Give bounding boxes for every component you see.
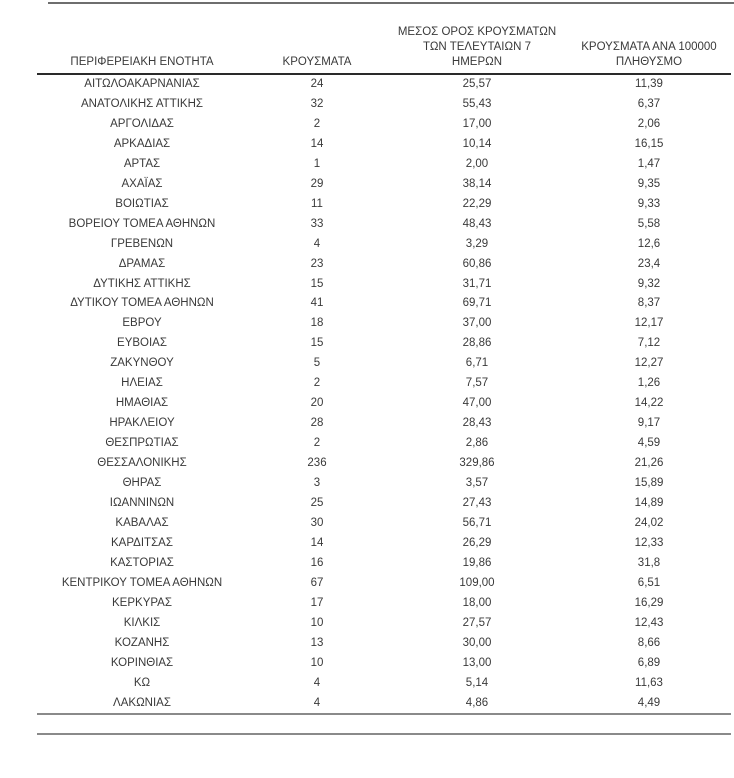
cell-region: ΑΡΚΑΔΙΑΣ [113,137,171,150]
top-rule [48,2,734,4]
cell-region: ΑΙΤΩΛΟΑΚΑΡΝΑΝΙΑΣ [84,78,200,90]
cell-region: ΘΕΣΠΡΩΤΙΑΣ [105,437,179,450]
cell-cases: 10 [310,616,324,629]
cell-region: ΚΑΣΤΟΡΙΑΣ [110,556,174,569]
cell-avg7: 2,00 [465,157,489,170]
cell-region: ΓΡΕΒΕΝΩΝ [110,237,174,250]
cell-cases: 18 [310,317,324,330]
cell-per100k: 24,02 [634,516,664,529]
table-row [37,354,731,374]
cell-avg7: 5,14 [465,676,489,689]
cell-region: ΚΟΖΑΝΗΣ [114,636,170,649]
table-row [37,434,731,454]
cell-per100k: 7,12 [637,337,661,350]
cell-avg7: 25,57 [462,78,492,90]
cell-region: ΔΥΤΙΚΗΣ ΑΤΤΙΚΗΣ [93,277,191,290]
table-row [37,594,731,614]
cell-per100k: 14,89 [634,497,664,510]
cell-avg7: 22,29 [462,197,492,210]
cell-region: ΑΧΑΪΑΣ [121,177,163,190]
header-avg7-line1: ΜΕΣΟΣ ΟΡΟΣ ΚΡΟΥΣΜΑΤΩΝ [397,26,557,38]
table-row [37,554,731,574]
cell-cases: 29 [310,177,324,190]
table-header [37,10,731,74]
cell-region: ΗΜΑΘΙΑΣ [115,397,169,410]
cell-per100k: 9,32 [637,277,661,290]
table-row [37,454,731,474]
table-row [37,574,731,594]
table-row [37,95,731,115]
cell-per100k: 12,43 [634,616,664,629]
cell-cases: 14 [310,137,324,150]
table-row [37,674,731,694]
cell-cases: 13 [310,636,324,649]
table-row [37,155,731,175]
cell-per100k: 11,63 [635,676,663,689]
table-row [37,275,731,295]
cell-avg7: 55,43 [462,97,492,110]
cell-region: ΚΕΝΤΡΙΚΟΥ ΤΟΜΕΑ ΑΘΗΝΩΝ [61,576,223,589]
table-row [37,215,731,235]
cell-region: ΗΛΕΙΑΣ [121,377,163,390]
cell-region: ΑΡΓΟΛΙΔΑΣ [110,117,174,130]
cell-per100k: 6,37 [637,97,661,110]
cell-cases: 15 [310,337,324,350]
cell-per100k: 15,89 [634,477,664,490]
cell-region: ΚΟΡΙΝΘΙΑΣ [110,656,174,669]
cell-cases: 4 [313,696,321,709]
cell-cases: 5 [313,357,321,370]
cell-avg7: 2,86 [465,437,489,450]
cell-region: ΚΑΒΑΛΑΣ [115,516,169,529]
cell-per100k: 5,58 [637,217,661,230]
cell-cases: 32 [310,97,324,110]
cell-region: ΚΕΡΚΥΡΑΣ [112,596,172,609]
table-row [37,374,731,394]
table-row [37,534,731,554]
table-row [37,634,731,654]
cell-per100k: 2,06 [637,117,661,130]
cell-avg7: 27,43 [462,497,492,510]
footer-rule [37,733,731,735]
cell-cases: 33 [310,217,324,230]
table-row [37,414,731,434]
cell-avg7: 28,86 [462,337,492,350]
header-per100k-line2: ΠΛΗΘΥΣΜΟ [615,56,683,68]
cell-region: ΑΡΤΑΣ [123,157,161,170]
table-row [37,314,731,334]
cell-per100k: 6,89 [637,656,661,669]
cell-per100k: 9,33 [637,197,661,210]
cell-region: ΒΟΡΕΙΟΥ ΤΟΜΕΑ ΑΘΗΝΩΝ [68,217,216,230]
cell-cases: 67 [310,576,324,589]
cell-cases: 2 [313,377,321,390]
cell-region: ΒΟΙΩΤΙΑΣ [115,197,169,210]
table-row [37,294,731,314]
cell-per100k: 12,33 [634,536,664,549]
cell-avg7: 329,86 [459,457,495,470]
table-bottom-rule [37,713,731,715]
cell-avg7: 38,14 [462,177,492,190]
cell-avg7: 56,71 [462,516,492,529]
header-cases-label: ΚΡΟΥΣΜΑΤΑ [282,56,352,68]
cell-region: ΕΒΡΟΥ [122,317,162,330]
table-row [37,74,731,95]
table-row [37,514,731,534]
cell-avg7: 30,00 [462,636,492,649]
header-avg7-line3: ΗΜΕΡΩΝ [451,56,503,68]
cell-avg7: 31,71 [462,277,492,290]
cell-avg7: 28,43 [462,417,492,430]
cell-cases: 23 [310,257,324,270]
cell-avg7: 60,86 [462,257,492,270]
cell-cases: 4 [313,676,321,689]
cell-cases: 16 [310,556,324,569]
cell-avg7: 37,00 [462,317,492,330]
cell-cases: 24 [310,78,324,90]
table-row [37,654,731,674]
header-region [37,10,247,74]
header-cases [247,10,387,74]
cell-region: ΗΡΑΚΛΕΙΟΥ [109,417,175,430]
cell-region: ΖΑΚΥΝΘΟΥ [110,357,174,370]
cell-region: ΙΩΑΝΝΙΝΩΝ [109,497,175,510]
table-row [37,175,731,195]
cell-region: ΚΑΡΔΙΤΣΑΣ [111,536,173,549]
header-region-label: ΠΕΡΙΦΕΡΕΙΑΚΗ ΕΝΟΤΗΤΑ [70,56,214,68]
cell-per100k: 12,17 [634,317,664,330]
header-row [37,10,731,74]
table-row [37,255,731,275]
cell-avg7: 48,43 [462,217,492,230]
cell-avg7: 69,71 [462,297,492,310]
table-row [37,334,731,354]
cell-per100k: 1,26 [637,377,661,390]
cell-per100k: 16,29 [634,596,664,609]
cell-avg7: 26,29 [462,536,492,549]
cell-cases: 3 [313,477,321,490]
table-row [37,135,731,155]
cell-avg7: 109,00 [459,576,495,589]
cell-region: ΚΙΛΚΙΣ [123,616,161,629]
cell-avg7: 19,86 [462,556,492,569]
cell-per100k: 12,6 [637,237,661,250]
cell-per100k: 16,15 [634,137,664,150]
cell-avg7: 27,57 [462,616,492,629]
cell-per100k: 1,47 [637,157,661,170]
table-row [37,115,731,135]
table-body [37,74,731,714]
cell-cases: 17 [310,596,324,609]
cell-region: ΔΥΤΙΚΟΥ ΤΟΜΕΑ ΑΘΗΝΩΝ [70,297,214,310]
cell-avg7: 13,00 [462,656,492,669]
cell-cases: 15 [310,277,324,290]
cell-per100k: 11,39 [635,78,663,90]
table-row [37,235,731,255]
cell-cases: 4 [313,237,321,250]
cell-cases: 14 [310,536,324,549]
header-per100k [567,10,731,74]
cell-avg7: 3,57 [465,477,489,490]
cell-per100k: 8,66 [637,636,661,649]
cell-cases: 41 [310,297,324,310]
header-avg7 [387,10,567,74]
cell-cases: 25 [310,497,324,510]
header-per100k-line1: ΚΡΟΥΣΜΑΤΑ ΑΝΑ 100000 [581,41,717,53]
table-row [37,394,731,414]
cell-region: ΕΥΒΟΙΑΣ [117,337,167,350]
cell-per100k: 4,59 [637,437,661,450]
cell-avg7: 47,00 [462,397,492,410]
cell-region: ΑΝΑΤΟΛΙΚΗΣ ΑΤΤΙΚΗΣ [80,97,203,110]
cell-per100k: 12,27 [634,357,664,370]
cell-per100k: 9,35 [637,177,661,190]
cell-cases: 1 [313,157,321,170]
cell-avg7: 18,00 [462,596,492,609]
cell-per100k: 31,8 [637,556,661,569]
cell-per100k: 6,51 [637,576,661,589]
cell-cases: 10 [310,656,324,669]
cell-avg7: 4,86 [465,696,489,709]
cell-cases: 236 [307,457,327,470]
cell-region: ΚΩ [133,676,151,689]
header-avg7-line2: ΤΩΝ ΤΕΛΕΥΤΑΙΩΝ 7 [423,41,531,53]
table-row [37,195,731,215]
cell-cases: 20 [310,397,324,410]
cell-avg7: 3,29 [465,237,489,250]
table-row [37,494,731,514]
cell-avg7: 10,14 [462,137,492,150]
cell-per100k: 23,4 [637,257,661,270]
cell-cases: 30 [310,516,324,529]
cell-region: ΘΕΣΣΑΛΟΝΙΚΗΣ [97,457,187,470]
cell-region: ΛΑΚΩΝΙΑΣ [113,696,171,709]
table-row [37,474,731,494]
cell-cases: 28 [310,417,324,430]
cell-per100k: 4,49 [637,696,661,709]
cell-cases: 11 [311,197,323,210]
covid-region-table [37,10,731,714]
cell-avg7: 7,57 [465,377,489,390]
cell-cases: 2 [313,437,321,450]
cell-per100k: 14,22 [634,397,664,410]
table-row [37,614,731,634]
cell-avg7: 17,00 [462,117,492,130]
cell-per100k: 8,37 [637,297,661,310]
table-row [37,694,731,714]
cell-avg7: 6,71 [465,357,489,370]
cell-cases: 2 [313,117,321,130]
cell-per100k: 9,17 [637,417,661,430]
cell-per100k: 21,26 [634,457,664,470]
cell-region: ΔΡΑΜΑΣ [118,257,166,270]
cell-region: ΘΗΡΑΣ [122,477,162,490]
